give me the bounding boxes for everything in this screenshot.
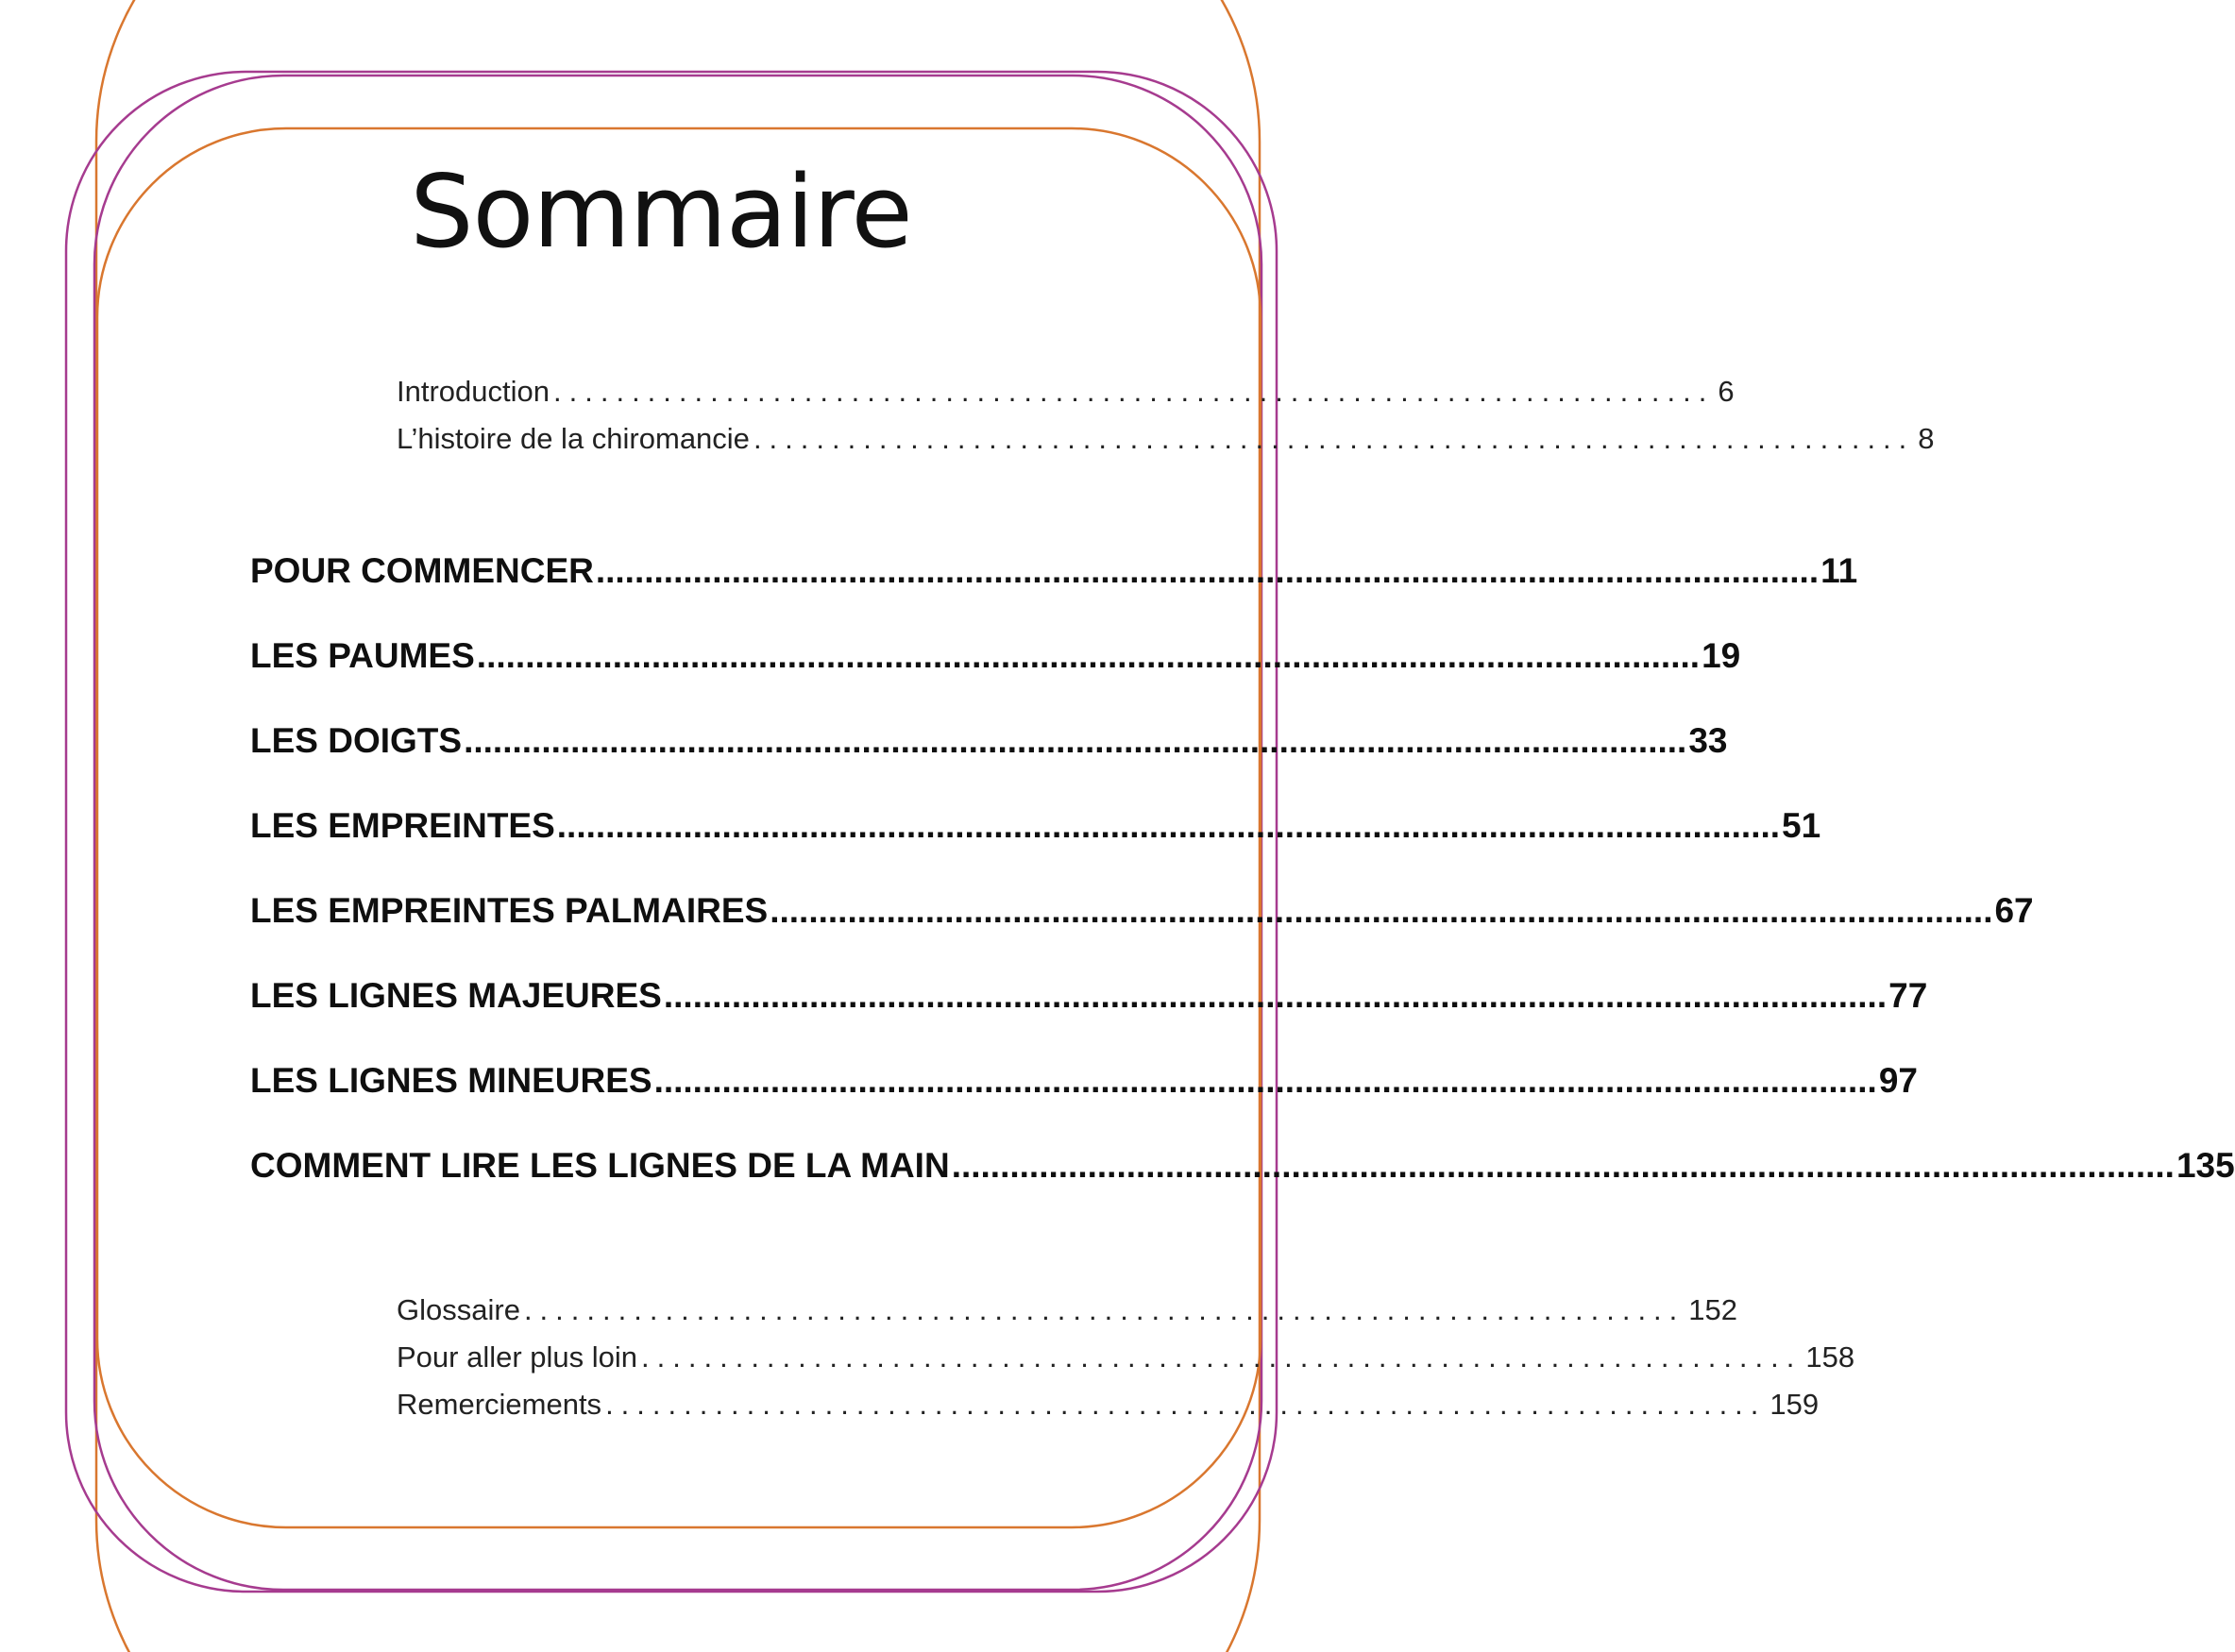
toc-entry-page: 158 bbox=[1805, 1340, 1855, 1374]
toc-chapter-label: LES PAUMES bbox=[250, 636, 475, 675]
dot-leader: .......................................................................... bbox=[523, 1293, 1685, 1326]
toc-entry-introduction[interactable] bbox=[397, 375, 1735, 409]
dot-leader: .............................................................................................................................. bbox=[556, 806, 1781, 845]
toc-entry-label: Remerciements bbox=[397, 1388, 602, 1421]
toc-chapter-les-empreintes[interactable] bbox=[250, 806, 1821, 846]
toc-entry-label: Introduction bbox=[397, 375, 550, 408]
toc-entry-pour-aller-plus-loin[interactable] bbox=[397, 1340, 1855, 1374]
toc-entry-page: 8 bbox=[1918, 422, 1935, 455]
toc-chapter-label: POUR COMMENCER bbox=[250, 551, 594, 590]
dot-leader: .............................................................................................................................. bbox=[770, 891, 1993, 930]
dot-leader: .......................................................................... bbox=[641, 1340, 1803, 1374]
toc-chapter-page: 11 bbox=[1820, 551, 1858, 590]
dot-leader: .............................................................................................................................. bbox=[663, 976, 1888, 1015]
toc-chapter-label: LES DOIGTS bbox=[250, 721, 463, 760]
toc-chapter-label: COMMENT LIRE LES LIGNES DE LA MAIN bbox=[250, 1146, 950, 1185]
dot-leader: .......................................................................... bbox=[605, 1388, 1767, 1421]
toc-chapter-pour-commencer[interactable] bbox=[250, 551, 1858, 591]
dot-leader: .......................................................................... bbox=[553, 375, 1715, 408]
toc-chapter-page: 19 bbox=[1702, 636, 1741, 675]
dot-leader: .......................................................................... bbox=[753, 422, 1915, 455]
dot-leader: .............................................................................................................................. bbox=[653, 1061, 1877, 1100]
toc-entry-label: L’histoire de la chiromancie bbox=[397, 422, 750, 455]
page-title: Sommaire bbox=[410, 154, 912, 270]
toc-chapter-les-doigts[interactable] bbox=[250, 721, 1728, 761]
toc-entry-label: Pour aller plus loin bbox=[397, 1340, 638, 1374]
toc-entry-page: 159 bbox=[1769, 1388, 1820, 1421]
toc-chapter-label: LES LIGNES MINEURES bbox=[250, 1061, 652, 1100]
toc-chapter-label: LES EMPREINTES bbox=[250, 806, 555, 845]
toc-entry-page: 152 bbox=[1688, 1293, 1738, 1326]
toc-chapter-comment-lire[interactable] bbox=[250, 1146, 2235, 1186]
toc-entry-label: Glossaire bbox=[397, 1293, 520, 1326]
toc-chapter-page: 51 bbox=[1782, 806, 1821, 845]
dot-leader: .............................................................................................................................. bbox=[595, 551, 1820, 590]
toc-entry-glossaire[interactable] bbox=[397, 1293, 1738, 1327]
dot-leader: .............................................................................................................................. bbox=[464, 721, 1687, 760]
toc-chapter-label: LES EMPREINTES PALMAIRES bbox=[250, 891, 769, 930]
toc-entry-histoire[interactable] bbox=[397, 422, 1935, 456]
toc-entry-page: 6 bbox=[1718, 375, 1735, 408]
toc-chapter-les-lignes-mineures[interactable] bbox=[250, 1061, 1918, 1101]
toc-chapter-les-paumes[interactable] bbox=[250, 636, 1741, 676]
toc-entry-remerciements[interactable] bbox=[397, 1388, 1820, 1422]
toc-chapter-page: 67 bbox=[1994, 891, 2034, 930]
toc-chapter-les-empreintes-palmaires[interactable] bbox=[250, 891, 2034, 931]
dot-leader: .............................................................................................................................. bbox=[476, 636, 1701, 675]
toc-chapter-page: 77 bbox=[1888, 976, 1928, 1015]
dot-leader: .............................................................................................................................. bbox=[951, 1146, 2175, 1185]
toc-chapter-page: 33 bbox=[1688, 721, 1728, 760]
toc-chapter-page: 97 bbox=[1878, 1061, 1918, 1100]
toc-chapter-label: LES LIGNES MAJEURES bbox=[250, 976, 662, 1015]
toc-chapter-les-lignes-majeures[interactable] bbox=[250, 976, 1928, 1016]
toc-chapter-page: 135 bbox=[2176, 1146, 2235, 1185]
